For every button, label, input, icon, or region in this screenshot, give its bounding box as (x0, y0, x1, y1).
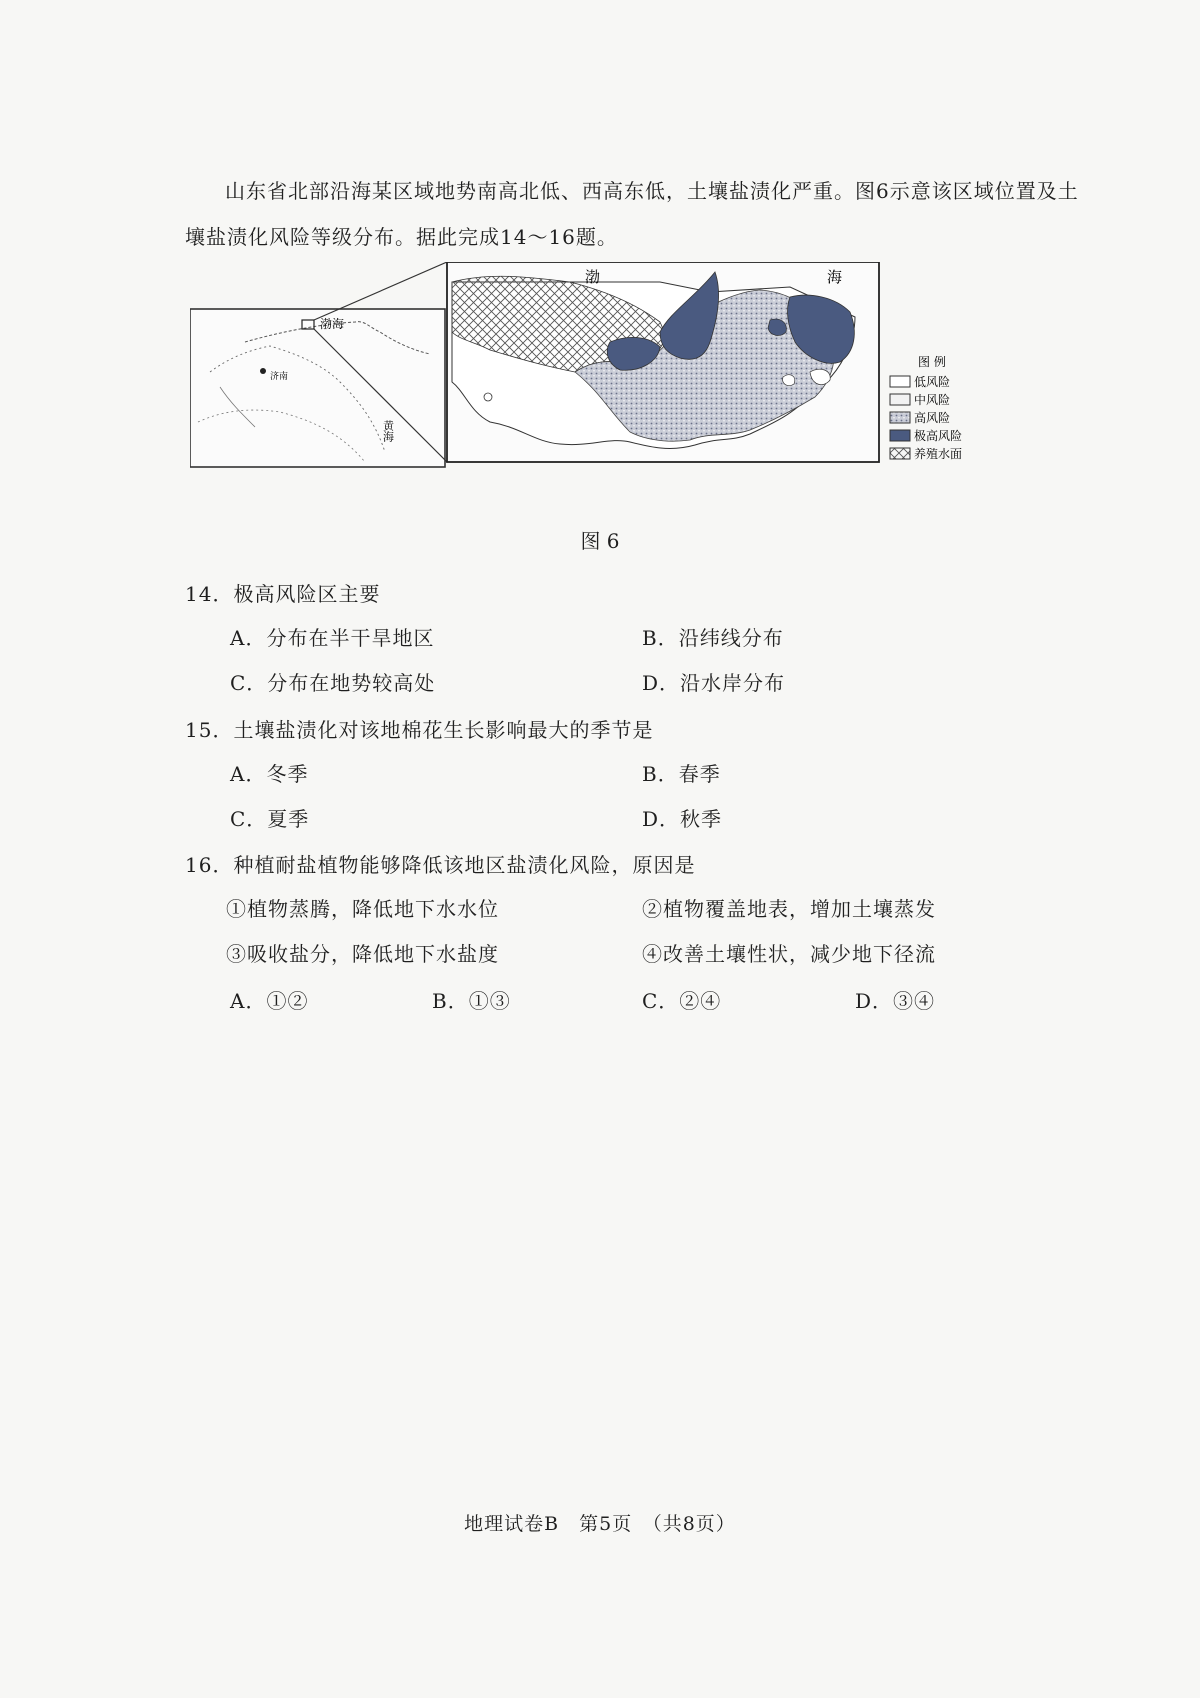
legend-label: 中风险 (914, 393, 951, 407)
legend-item-medium-risk (890, 392, 950, 407)
map-label-bo: 渤 (585, 268, 601, 286)
legend (890, 354, 962, 461)
question-14-option-c: C．分布在地势较高处 (230, 671, 436, 695)
question-15-option-b: B．春季 (642, 762, 721, 786)
figure-caption: 图 6 (580, 529, 620, 553)
main-map (447, 262, 879, 462)
page-footer: 地理试卷B 第5页 （共8页） (464, 1513, 736, 1535)
figure-6-map (190, 262, 1090, 517)
map-label-hai: 海 (827, 268, 843, 286)
legend-item-aquaculture (890, 446, 962, 461)
question-15-option-a: A．冬季 (230, 762, 309, 786)
intro-text: 山东省北部沿海某区域地势南高北低、西高东低，土壤盐渍化严重。图6示意该区域位置及土壤盐渍化风险等级分布。据此完成14～16题。 (185, 179, 1079, 249)
question-15-option-d: D．秋季 (642, 807, 723, 831)
legend-label: 低风险 (914, 375, 951, 389)
question-16-option-a: A．①② (230, 989, 309, 1013)
question-16-statement-2: ②植物覆盖地表，增加土壤蒸发 (642, 897, 936, 921)
legend-item-high-risk (890, 410, 950, 425)
question-16-option-d: D．③④ (855, 989, 936, 1013)
question-14-option-d: D．沿水岸分布 (642, 671, 786, 695)
question-16-statement-3: ③吸收盐分，降低地下水盐度 (226, 942, 499, 966)
legend-label: 高风险 (914, 411, 951, 425)
legend-label: 养殖水面 (914, 447, 963, 461)
question-15-option-c: C．夏季 (230, 807, 310, 831)
legend-title: 图 例 (918, 355, 946, 369)
question-16-stem: 16．种植耐盐植物能够降低该地区盐渍化风险，原因是 (185, 853, 696, 877)
question-14-option-b: B．沿纬线分布 (642, 626, 784, 650)
legend-item-very-high-risk (890, 428, 962, 443)
inset-label-bohai: 渤海 (320, 317, 345, 331)
very-high-risk-area-4 (768, 319, 786, 335)
legend-item-low-risk (890, 375, 950, 389)
question-16-statement-4: ④改善土壤性状，减少地下径流 (642, 942, 936, 966)
question-16-option-c: C．②④ (642, 989, 722, 1013)
question-14-stem: 14．极高风险区主要 (185, 582, 381, 606)
question-16-statement-1: ①植物蒸腾，降低地下水水位 (226, 897, 499, 921)
question-15-stem: 15．土壤盐渍化对该地棉花生长影响最大的季节是 (185, 718, 654, 742)
inset-label-yellow-sea: 黄海 (381, 420, 395, 442)
legend-label: 极高风险 (914, 429, 963, 443)
inset-label-city: 济南 (270, 372, 289, 382)
question-16-option-b: B．①③ (432, 989, 511, 1013)
question-14-option-a: A．分布在半干旱地区 (230, 626, 435, 650)
